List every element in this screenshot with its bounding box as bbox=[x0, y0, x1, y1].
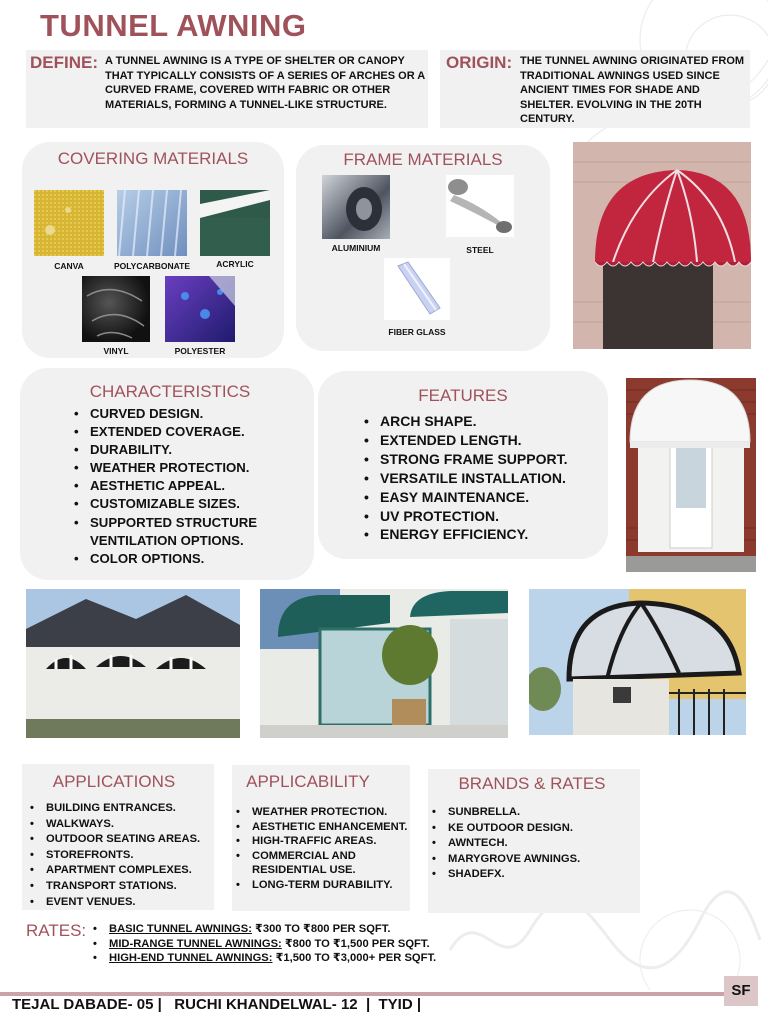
page-title: TUNNEL AWNING bbox=[40, 8, 307, 43]
applications-panel bbox=[22, 764, 214, 910]
list-item: • MARYGROVE AWNINGS. bbox=[432, 852, 638, 868]
characteristics-title: CHARACTERISTICS bbox=[89, 382, 251, 401]
canva-caption: CANVA bbox=[54, 261, 84, 271]
brands-title: BRANDS & RATES bbox=[458, 774, 606, 793]
rates-label: RATES: bbox=[26, 921, 87, 940]
rate-tier-value: ₹1,500 TO ₹3,000+ PER SQFT. bbox=[272, 952, 437, 965]
list-item: • COMMERCIAL AND RESIDENTIAL USE. bbox=[236, 849, 408, 878]
applicability-list bbox=[236, 805, 408, 893]
rate-item bbox=[93, 951, 493, 966]
list-item: • CURVED DESIGN. bbox=[74, 405, 310, 423]
list-item: • DURABILITY. bbox=[74, 441, 310, 459]
rates-list bbox=[93, 922, 493, 966]
polycarbonate-swatch bbox=[117, 190, 187, 256]
list-item: • WALKWAYS. bbox=[30, 817, 214, 833]
clear-polycarbonate-awning-photo bbox=[529, 589, 746, 735]
rate-tier-value: ₹800 TO ₹1,500 PER SQFT. bbox=[281, 937, 430, 950]
define-text: A TUNNEL AWNING IS A TYPE OF SHELTER OR CANOPY THAT TYPICALLY CONSISTS OF A SERIES OF ARCHES OR A CURVED FRAME, COVERED WITH FABRIC OR OTHER MATERIALS, FORMING A TUNNEL-LIKE STRUCTURE. bbox=[105, 55, 425, 111]
list-item: • APARTMENT COMPLEXES. bbox=[30, 863, 214, 879]
applications-list bbox=[30, 801, 214, 910]
list-item: • EVENT VENUES. bbox=[30, 895, 214, 911]
house-striped-awnings-photo bbox=[26, 589, 240, 738]
polycarbonate-caption: POLYCARBONATE bbox=[113, 261, 191, 271]
list-item: • EXTENDED LENGTH. bbox=[364, 431, 604, 450]
features-list bbox=[364, 412, 604, 544]
list-item: • WEATHER PROTECTION. bbox=[74, 459, 310, 477]
list-item: • EXTENDED COVERAGE. bbox=[74, 423, 310, 441]
define-label: DEFINE: bbox=[30, 53, 98, 72]
list-item: • HIGH-TRAFFIC AREAS. bbox=[236, 834, 408, 849]
rate-tier-value: ₹300 TO ₹800 PER SQFT. bbox=[251, 923, 391, 935]
rate-item bbox=[93, 937, 493, 952]
red-tunnel-awning-photo bbox=[573, 142, 751, 349]
steel-caption: STEEL bbox=[466, 245, 494, 255]
rate-tier-name: BASIC TUNNEL AWNINGS: bbox=[109, 923, 252, 935]
list-item: • AWNTECH. bbox=[432, 836, 638, 852]
list-item: • AESTHETIC ENHANCEMENT. bbox=[236, 820, 408, 835]
list-item: • EASY MAINTENANCE. bbox=[364, 488, 604, 507]
list-item: • SUPPORTED STRUCTURE VENTILATION OPTIONS. bbox=[74, 514, 310, 550]
list-item: • BUILDING ENTRANCES. bbox=[30, 801, 214, 817]
define-box bbox=[26, 50, 428, 128]
origin-box bbox=[440, 50, 750, 128]
features-panel bbox=[318, 371, 608, 559]
list-item: • CUSTOMIZABLE SIZES. bbox=[74, 495, 310, 513]
aluminium-caption: ALUMINIUM bbox=[331, 243, 381, 253]
polyester-swatch bbox=[165, 276, 235, 342]
list-item: • COLOR OPTIONS. bbox=[74, 550, 310, 568]
fiber-glass-caption: FIBER GLASS bbox=[388, 327, 446, 337]
characteristics-panel bbox=[20, 368, 314, 580]
frame-materials-title: FRAME MATERIALS bbox=[343, 150, 503, 169]
sf-badge: SF bbox=[724, 976, 758, 1006]
brands-panel bbox=[428, 769, 640, 913]
steel-image bbox=[446, 175, 514, 237]
characteristics-list bbox=[74, 405, 310, 568]
covering-materials-title: COVERING MATERIALS bbox=[57, 149, 249, 168]
footer-credits: TEJAL DABADE- 05 | RUCHI KHANDELWAL- 12 | TYID | bbox=[12, 996, 422, 1013]
features-title: FEATURES bbox=[418, 386, 508, 405]
list-item: • ARCH SHAPE. bbox=[364, 412, 604, 431]
applicability-panel bbox=[232, 765, 410, 911]
list-item: • KE OUTDOOR DESIGN. bbox=[432, 821, 638, 837]
white-door-awning-photo bbox=[626, 378, 756, 572]
list-item: • SHADEFX. bbox=[432, 867, 638, 883]
acrylic-caption: ACRYLIC bbox=[216, 259, 254, 269]
vinyl-swatch bbox=[82, 276, 150, 342]
storefront-green-awnings-photo bbox=[260, 589, 508, 738]
origin-label: ORIGIN: bbox=[446, 53, 513, 72]
rate-item bbox=[93, 922, 493, 937]
vinyl-caption: VINYL bbox=[103, 346, 129, 356]
covering-materials-panel bbox=[22, 142, 284, 358]
polyester-caption: POLYESTER bbox=[174, 346, 226, 356]
rate-tier-name: MID-RANGE TUNNEL AWNINGS: bbox=[109, 937, 282, 950]
list-item: • TRANSPORT STATIONS. bbox=[30, 879, 214, 895]
list-item: • LONG-TERM DURABILITY. bbox=[236, 878, 408, 893]
frame-materials-panel bbox=[296, 145, 550, 351]
fiber-glass-image bbox=[384, 258, 450, 320]
acrylic-swatch bbox=[200, 190, 270, 256]
list-item: • VERSATILE INSTALLATION. bbox=[364, 469, 604, 488]
applications-title: APPLICATIONS bbox=[52, 772, 176, 791]
list-item: • WEATHER PROTECTION. bbox=[236, 805, 408, 820]
applicability-title: APPLICABILITY bbox=[246, 772, 370, 791]
list-item: • AESTHETIC APPEAL. bbox=[74, 477, 310, 495]
list-item: • UV PROTECTION. bbox=[364, 507, 604, 526]
list-item: • STRONG FRAME SUPPORT. bbox=[364, 450, 604, 469]
aluminium-image bbox=[322, 175, 390, 239]
list-item: • STOREFRONTS. bbox=[30, 848, 214, 864]
list-item: • SUNBRELLA. bbox=[432, 805, 638, 821]
brands-list bbox=[432, 805, 638, 883]
canva-swatch bbox=[34, 190, 104, 256]
rate-tier-name: HIGH-END TUNNEL AWNINGS: bbox=[109, 952, 273, 965]
list-item: • ENERGY EFFICIENCY. bbox=[364, 525, 604, 544]
origin-text: THE TUNNEL AWNING ORIGINATED FROM TRADITIONAL AWNINGS USED SINCE ANCIENT TIMES FOR SHADE AND SHELTER. EVOLVING IN THE 20TH CENTURY. bbox=[520, 55, 745, 126]
list-item: • OUTDOOR SEATING AREAS. bbox=[30, 832, 214, 848]
